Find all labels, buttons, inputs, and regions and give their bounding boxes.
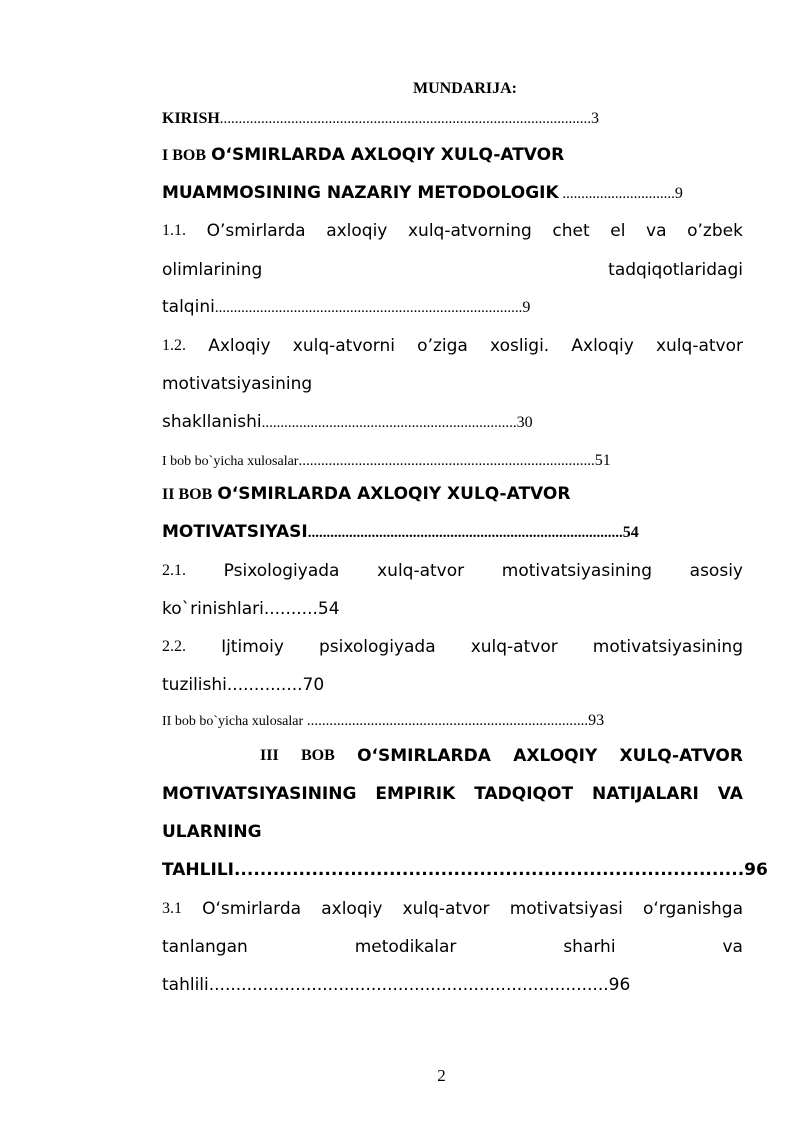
word: NATIJALARI bbox=[591, 784, 699, 804]
toc-dots: ........................................................................... bbox=[303, 713, 589, 729]
word: O‘SMIRLARDA bbox=[357, 746, 491, 766]
word: axloqiy bbox=[326, 221, 388, 241]
toc-section-2-1-line1 bbox=[162, 563, 743, 580]
word: tanlangan bbox=[162, 937, 248, 957]
word: axloqiy bbox=[321, 899, 383, 919]
toc-entry-kirish bbox=[162, 111, 743, 127]
toc-dots: .................................................................................... bbox=[307, 525, 623, 541]
section-number: 1.2. bbox=[162, 337, 186, 354]
toc-chapter-2-heading bbox=[162, 486, 743, 503]
word: xulq-atvor bbox=[402, 899, 490, 919]
toc-section-3-1-line2 bbox=[162, 939, 743, 956]
word: olimlarining bbox=[162, 260, 263, 280]
summary-title: I bob bo`yicha xulosalar bbox=[162, 454, 299, 469]
toc-page: 51 bbox=[594, 452, 611, 469]
word: motivatsiyasining bbox=[501, 561, 652, 581]
toc-chapter-1-summary bbox=[162, 453, 743, 469]
toc-chapter-2-summary bbox=[162, 713, 743, 729]
word: TADQIQOT bbox=[474, 784, 574, 804]
word: psixologiyada bbox=[319, 637, 436, 657]
word: o’zbek bbox=[687, 221, 743, 241]
word: O’smirlarda bbox=[206, 221, 306, 241]
word: va bbox=[646, 221, 667, 241]
word: Ijtimoiy bbox=[221, 637, 284, 657]
chapter-title: O‘SMIRLARDA AXLOQIY XULQ-ATVOR bbox=[217, 484, 571, 504]
toc-page: 3 bbox=[591, 110, 600, 127]
toc-section-1-1-line2 bbox=[162, 262, 743, 279]
word: Axloqiy bbox=[208, 336, 271, 356]
toc-section-2-2-line2: tuzilishi..............70 bbox=[162, 675, 325, 695]
word: xulq-atvor bbox=[655, 336, 743, 356]
word: Psixologiyada bbox=[223, 561, 340, 581]
toc-page: 93 bbox=[588, 712, 605, 729]
section-number: 2.2. bbox=[162, 638, 186, 655]
word: xulq-atvorni bbox=[292, 336, 395, 356]
word: o‘rganishga bbox=[642, 899, 743, 919]
word: EMPIRIK bbox=[375, 784, 456, 804]
toc-section-1-1-line3 bbox=[162, 299, 743, 316]
toc-page: 9 bbox=[674, 185, 683, 202]
chapter-prefix: BOB bbox=[300, 747, 335, 764]
word: motivatsiyasining bbox=[592, 637, 743, 657]
word: o’ziga bbox=[417, 336, 468, 356]
toc-label: KIRISH bbox=[162, 110, 220, 127]
word: xulq-atvorning bbox=[407, 221, 532, 241]
summary-title: II bob bo`yicha xulosalar bbox=[162, 714, 304, 729]
toc-chapter-3-line2 bbox=[162, 786, 743, 803]
word: xulq-atvor bbox=[377, 561, 465, 581]
section-number: 2.1. bbox=[162, 562, 186, 579]
toc-chapter-3-line1 bbox=[260, 748, 743, 765]
chapter-title: O‘SMIRLARDA AXLOQIY XULQ-ATVOR bbox=[211, 145, 565, 165]
toc-dots: ............................................................................... bbox=[298, 453, 595, 469]
toc-dots: .................................................................... bbox=[261, 415, 517, 431]
section-title: talqini bbox=[162, 297, 215, 317]
chapter-prefix: I BOB bbox=[162, 147, 207, 164]
page-title: MUNDARIJA: bbox=[413, 80, 517, 97]
word: xosligi. bbox=[490, 336, 550, 356]
toc-section-1-1-line1 bbox=[162, 223, 743, 240]
page-number: 2 bbox=[437, 1066, 446, 1085]
toc-page: 30 bbox=[516, 414, 533, 431]
word: va bbox=[722, 937, 743, 957]
toc-dots: .............................. bbox=[558, 186, 675, 202]
word: AXLOQIY bbox=[513, 746, 598, 766]
toc-dots: .................................................................................. bbox=[214, 300, 523, 316]
chapter-prefix: II BOB bbox=[162, 486, 213, 503]
section-number: 3.1 bbox=[162, 900, 182, 917]
word: asosiy bbox=[689, 561, 743, 581]
word: xulq-atvor bbox=[470, 637, 558, 657]
word: tadqiqotlaridagi bbox=[608, 260, 743, 280]
toc-section-3-1-line3: tahlili..........................................................................96 bbox=[162, 975, 631, 995]
toc-section-2-2-line1 bbox=[162, 639, 743, 656]
word: O‘smirlarda bbox=[202, 899, 302, 919]
toc-section-3-1-line1 bbox=[162, 901, 743, 918]
section-title: shakllanishi bbox=[162, 412, 262, 432]
word: metodikalar bbox=[354, 937, 457, 957]
toc-chapter-1-heading bbox=[162, 147, 743, 164]
toc-page: 54 bbox=[622, 524, 639, 541]
toc-page: 9 bbox=[522, 299, 531, 316]
toc-chapter-1-heading-cont bbox=[162, 185, 743, 202]
toc-chapter-3-line4: TAHLILI...............................................................................96 bbox=[162, 860, 768, 880]
toc-chapter-2-heading-cont bbox=[162, 524, 743, 541]
toc-section-2-1-line2: ko`rinishlari..........54 bbox=[162, 599, 340, 619]
toc-dots: ................................................................................................... bbox=[219, 111, 592, 127]
word: motivatsiyasi bbox=[509, 899, 623, 919]
toc-section-1-2-line2: motivatsiyasining bbox=[162, 374, 313, 394]
toc-section-1-2-line1 bbox=[162, 338, 743, 355]
word: XULQ-ATVOR bbox=[619, 746, 743, 766]
toc-section-1-2-line3 bbox=[162, 414, 743, 431]
toc-chapter-3-line3: ULARNING bbox=[162, 822, 262, 842]
word: VA bbox=[717, 784, 743, 804]
word: chet bbox=[552, 221, 590, 241]
chapter-title: MUAMMOSINING NAZARIY METODOLOGIK bbox=[162, 183, 559, 203]
word: Axloqiy bbox=[571, 336, 634, 356]
chapter-title: MOTIVATSIYASI bbox=[162, 522, 308, 542]
chapter-prefix: III bbox=[260, 747, 279, 764]
word: sharhi bbox=[563, 937, 616, 957]
word: el bbox=[610, 221, 626, 241]
word: MOTIVATSIYASINING bbox=[162, 784, 357, 804]
section-number: 1.1. bbox=[162, 222, 186, 239]
